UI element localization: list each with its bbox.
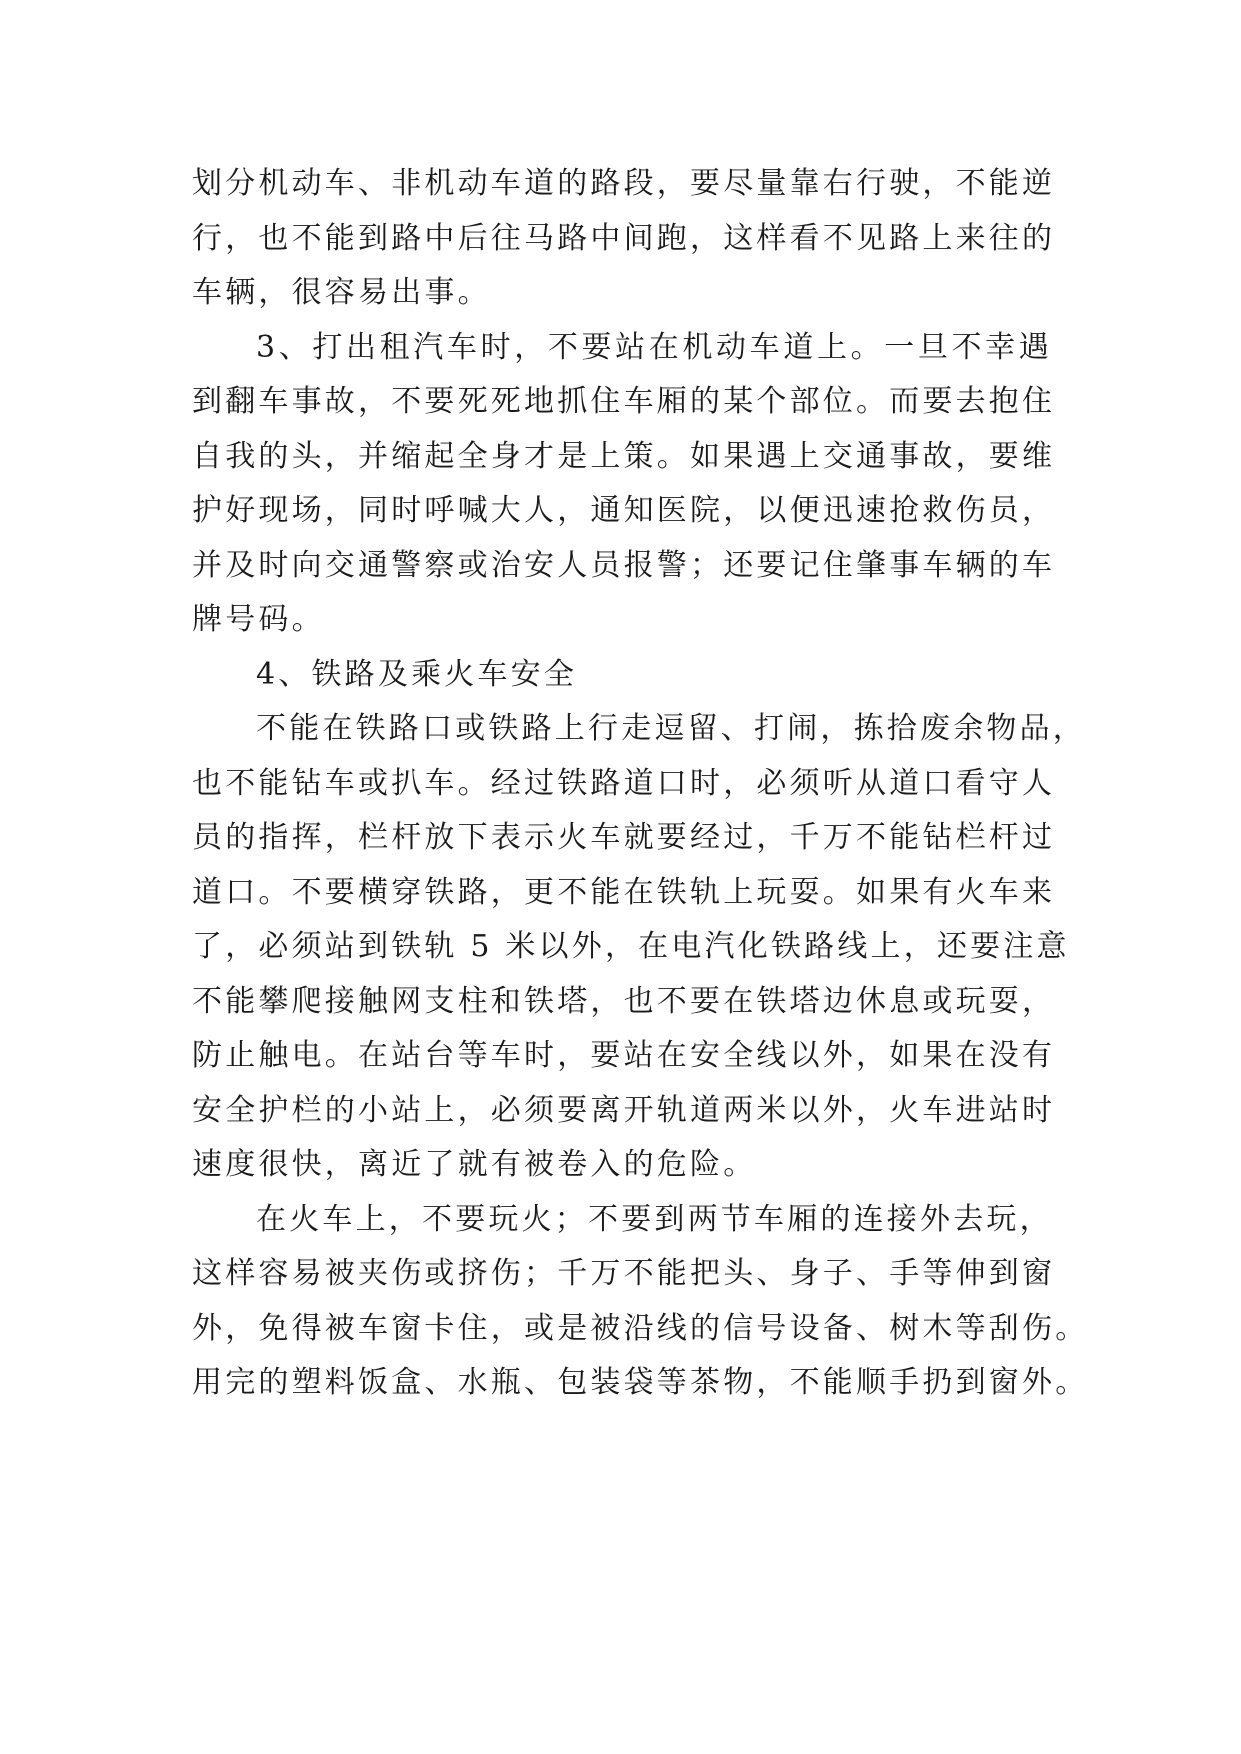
paragraph-1 <box>192 157 1056 321</box>
paragraph-3 <box>192 702 1086 1193</box>
text-line: 牌号码。 <box>192 602 325 637</box>
text-line: 3、打出租汽车时，不要站在机动车道上。一旦不幸遇 <box>256 329 1052 365</box>
text-line: 道口。不要横穿铁路，更不能在铁轨上玩耍。如果有火车来 <box>192 874 1056 910</box>
text-line: 用完的塑料饭盒、水瓶、包装袋等茶物，不能顺手扔到窗外。 <box>192 1365 1089 1400</box>
paragraph-4 <box>192 1193 1089 1411</box>
text-line: 安全护栏的小站上，必须要离开轨道两米以外，火车进站时 <box>192 1092 1056 1128</box>
text-line: 到翻车事故，不要死死地抓住车厢的某个部位。而要去抱住 <box>192 384 1056 419</box>
text-line: 了，必须站到铁轨 5 米以外，在电汽化铁路线上，还要注意 <box>192 929 1070 964</box>
text-line: 车辆，很容易出事。 <box>192 275 491 310</box>
text-line: 这样容易被夹伤或挤伤；千万不能把头、身子、手等伸到窗 <box>192 1256 1056 1291</box>
section-heading-text: 4、铁路及乘火车安全 <box>256 656 578 692</box>
text-line: 外，免得被车窗卡住，或是被沿线的信号设备、树木等刮伤。 <box>192 1310 1089 1346</box>
text-line: 防止触电。在站台等车时，要站在安全线以外，如果在没有 <box>192 1038 1056 1073</box>
text-line: 在火车上，不要玩火；不要到两节车厢的连接外去玩， <box>256 1201 1053 1237</box>
text-line: 划分机动车、非机动车道的路段，要尽量靠右行驶，不能逆 <box>192 166 1056 201</box>
text-line: 速度很快，离近了就有被卷入的危险。 <box>192 1147 757 1182</box>
text-line: 自我的头，并缩起全身才是上策。如果遇上交通事故，要维 <box>192 438 1056 474</box>
paragraph-2 <box>192 321 1056 648</box>
text-line: 员的指挥，栏杆放下表示火车就要经过，千万不能钻栏杆过 <box>192 820 1056 855</box>
text-line: 不能在铁路口或铁路上行走逗留、打闹，拣拾废余物品， <box>256 711 1086 746</box>
text-line: 也不能钻车或扒车。经过铁路道口时，必须听从道口看守人 <box>192 765 1056 801</box>
text-line: 护好现场，同时呼喊大人，通知医院，以便迅速抢救伤员， <box>192 493 1056 528</box>
section-heading <box>192 648 1052 703</box>
text-line: 不能攀爬接触网支柱和铁塔，也不要在铁塔边休息或玩耍， <box>192 983 1056 1019</box>
text-line: 并及时向交通警察或治安人员报警；还要记住肇事车辆的车 <box>192 547 1056 583</box>
text-line: 行，也不能到路中后往马路中间跑，这样看不见路上来往的 <box>192 220 1056 256</box>
document-page <box>192 157 1089 1411</box>
